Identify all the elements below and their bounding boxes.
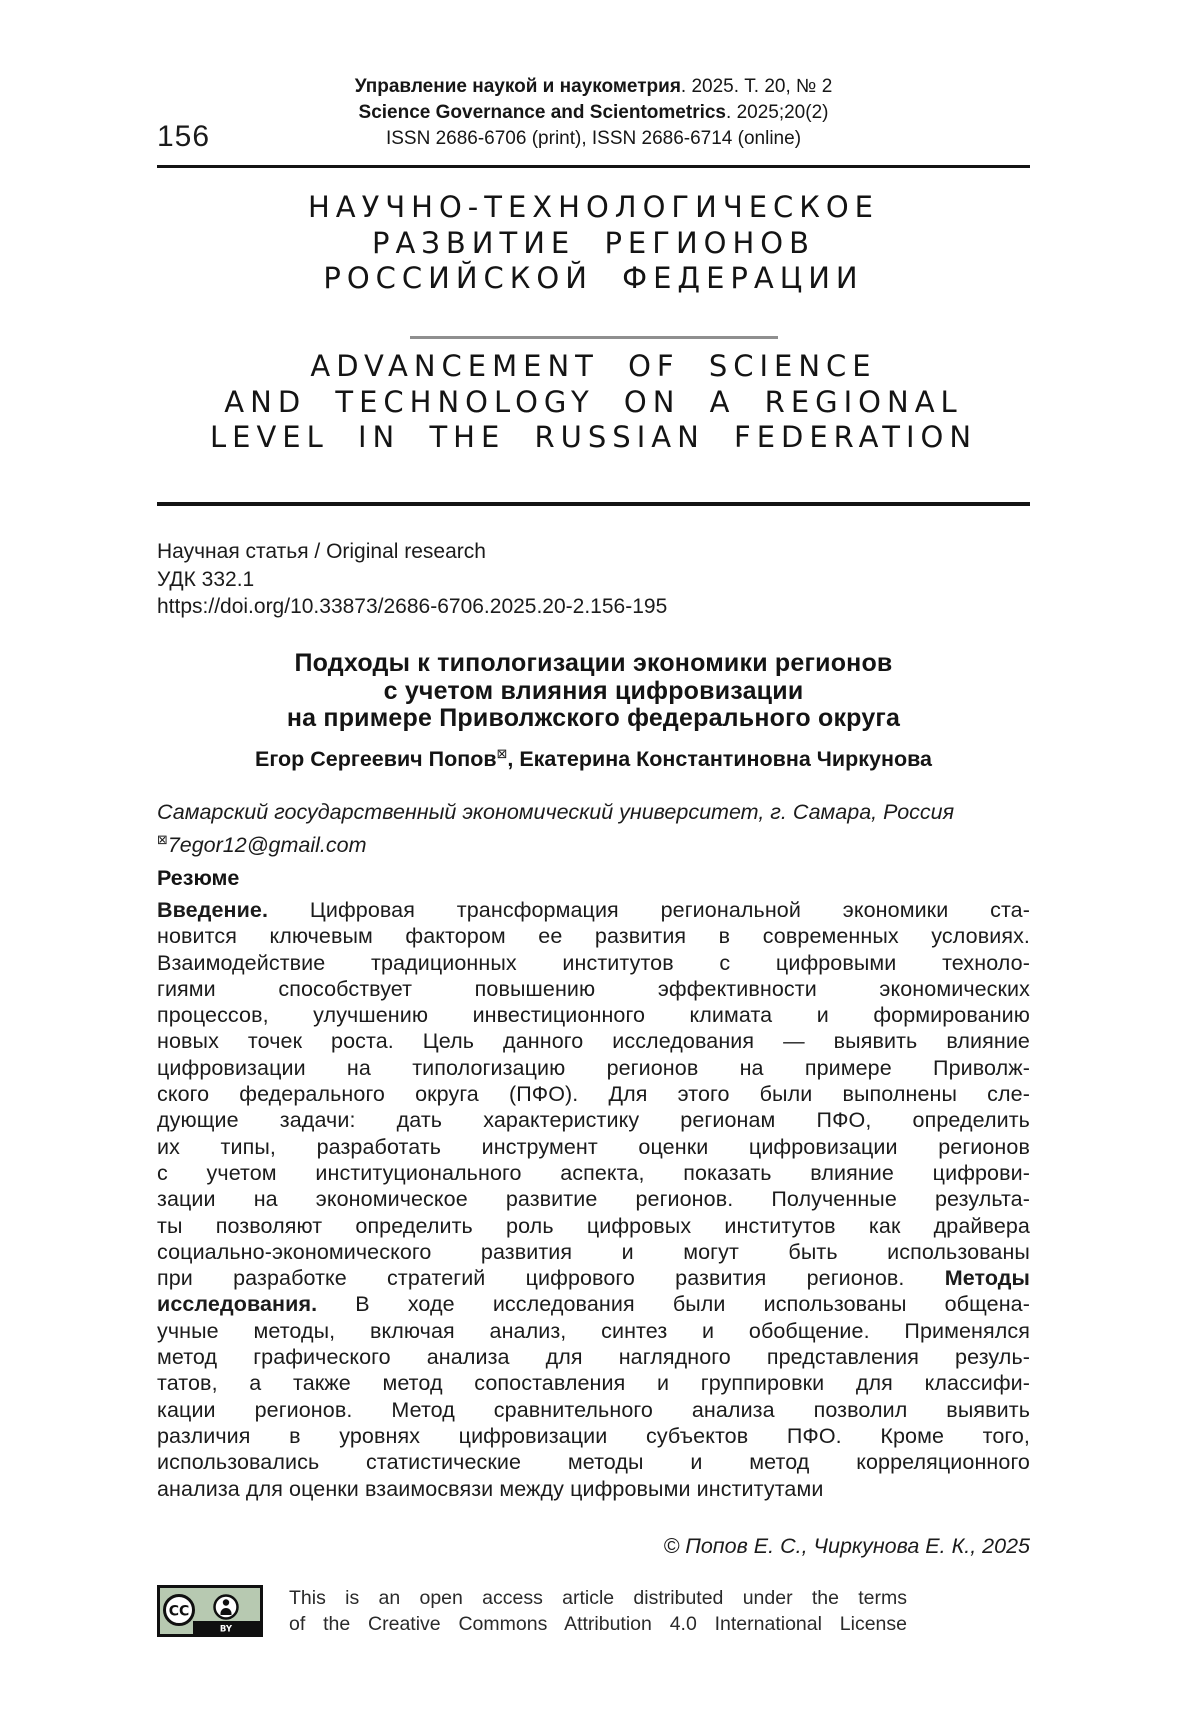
journal-title-en: Science Governance and Scientometrics. 2025;20(2) <box>358 102 829 123</box>
page-content <box>157 0 1030 1725</box>
article-type: Научная статья / Original research <box>157 540 486 563</box>
license-text <box>289 1585 907 1637</box>
author-name: , Екатерина Константиновна Чиркунова <box>507 747 932 772</box>
cc-by-badge-icon <box>157 1585 263 1637</box>
abstract-line: ты позволяют определить роль цифровых институтов как драйвера <box>157 1213 1030 1238</box>
author-name: Егор Сергеевич Попов <box>255 747 497 772</box>
affiliation-block <box>157 799 1030 859</box>
abstract-line: учные методы, включая анализ, синтез и обобщение. Применялся <box>157 1318 1030 1343</box>
journal-title-ru: Управление наукой и наукометрия. 2025. Т. 20, № 2 <box>354 76 833 97</box>
abstract-line: новых точек роста. Цель данного исследования — выявить влияние <box>157 1029 1030 1054</box>
abstract-line: кации регионов. Метод сравнительного анализа позволил выявить <box>157 1397 1030 1422</box>
udc-code: УДК 332.1 <box>157 567 255 591</box>
license-block <box>157 1585 1030 1637</box>
abstract-line: социально-экономического развития и могут быть использованы <box>157 1239 1030 1264</box>
article-title <box>157 650 1030 733</box>
abstract-line: зации на экономическое развитие регионов. Полученные результа- <box>157 1187 1030 1212</box>
abstract-line: метод графического анализа для наглядного представления резуль- <box>157 1345 1030 1370</box>
abstract-line: при разработке стратегий цифрового развития регионов. Методы <box>157 1266 1030 1291</box>
svg-text:BY: BY <box>219 1624 233 1635</box>
header-rule <box>157 165 1030 168</box>
abstract-line: использовались статистические методы и метод корреляционного <box>157 1450 1030 1475</box>
section-title-ru-line: РОССИЙСКОЙ ФЕДЕРАЦИИ <box>323 261 864 295</box>
abstract-line: новится ключевым фактором ее развития в современных условиях. <box>157 924 1030 949</box>
abstract-line: Введение. Цифровая трансформация региональной экономики ста- <box>157 898 1030 922</box>
article-title-line: на примере Приволжского федерального округа <box>286 704 901 732</box>
abstract-line: исследования. В ходе исследования были использованы общена- <box>157 1292 1030 1317</box>
license-text-line: This is an open access article distributed under the terms <box>289 1587 907 1609</box>
abstract-line: цифровизации на типологизацию регионов на примере Приволж- <box>157 1055 1030 1080</box>
abstract-line: с учетом институционального аспекта, показать влияние цифрови- <box>157 1160 1030 1185</box>
copyright-line: © Попов Е. С., Чиркунова Е. К., 2025 <box>663 1534 1030 1558</box>
journal-header <box>157 74 1030 152</box>
corresponding-author-icon: ⊠ <box>496 747 508 762</box>
abstract-line: татов, а также метод сопоставления и группировки для классифи- <box>157 1371 1030 1396</box>
title-divider <box>410 336 778 339</box>
section-rule <box>157 502 1030 506</box>
abstract-line: анализа для оценки взаимосвязи между цифровыми институтами <box>157 1476 824 1501</box>
doi-link[interactable]: https://doi.org/10.33873/2686-6706.2025.20-2.156-195 <box>157 595 668 618</box>
section-title-en-line: ADVANCEMENT OF SCIENCE <box>310 349 877 383</box>
email-address[interactable]: 7egor12@gmail.com <box>167 832 367 857</box>
section-title-en-line: LEVEL IN THE RUSSIAN FEDERATION <box>209 420 978 454</box>
section-title-ru-line: НАУЧНО-ТЕХНОЛОГИЧЕСКОЕ <box>307 190 880 224</box>
section-title-russian <box>157 190 1030 297</box>
section-title-english <box>157 349 1030 456</box>
abstract-line: их типы, разработать инструмент оценки цифровизации регионов <box>157 1134 1030 1159</box>
abstract-line: процессов, улучшению инвестиционного климата и формированию <box>157 1003 1030 1028</box>
article-title-line: с учетом влияния цифровизации <box>383 676 804 705</box>
license-text-line: of the Creative Commons Attribution 4.0 International License <box>289 1613 907 1635</box>
envelope-icon: ⊠ <box>157 832 168 848</box>
abstract-line: Взаимодействие традиционных институтов с цифровыми техноло- <box>157 950 1030 975</box>
abstract-line: различия в уровнях цифровизации субъектов ПФО. Кроме того, <box>157 1423 1030 1448</box>
affiliation-line: Самарский государственный экономический университет, г. Самара, Россия <box>157 800 955 824</box>
page-number: 156 <box>157 120 211 153</box>
abstract-text <box>157 897 1030 1502</box>
section-title-en-line: AND TECHNOLOGY ON A REGIONAL <box>224 384 963 419</box>
abstract-line: ского федерального округа (ПФО). Для этого были выполнены сле- <box>157 1082 1030 1107</box>
abstract-heading: Резюме <box>157 866 240 890</box>
svg-text:CC: CC <box>168 1603 190 1620</box>
section-title-ru-line: РАЗВИТИЕ РЕГИОНОВ <box>371 225 815 260</box>
article-meta <box>157 538 1030 621</box>
article-title-line: Подходы к типологизации экономики регионов <box>294 649 893 677</box>
abstract-line: гиями способствует повышению эффективности экономических <box>157 976 1030 1001</box>
authors-line <box>157 747 1030 772</box>
email-line <box>157 827 1030 860</box>
issn-line: ISSN 2686-6706 (print), ISSN 2686-6714 (online) <box>385 128 802 149</box>
abstract-line: дующие задачи: дать характеристику регионам ПФО, определить <box>157 1108 1030 1133</box>
